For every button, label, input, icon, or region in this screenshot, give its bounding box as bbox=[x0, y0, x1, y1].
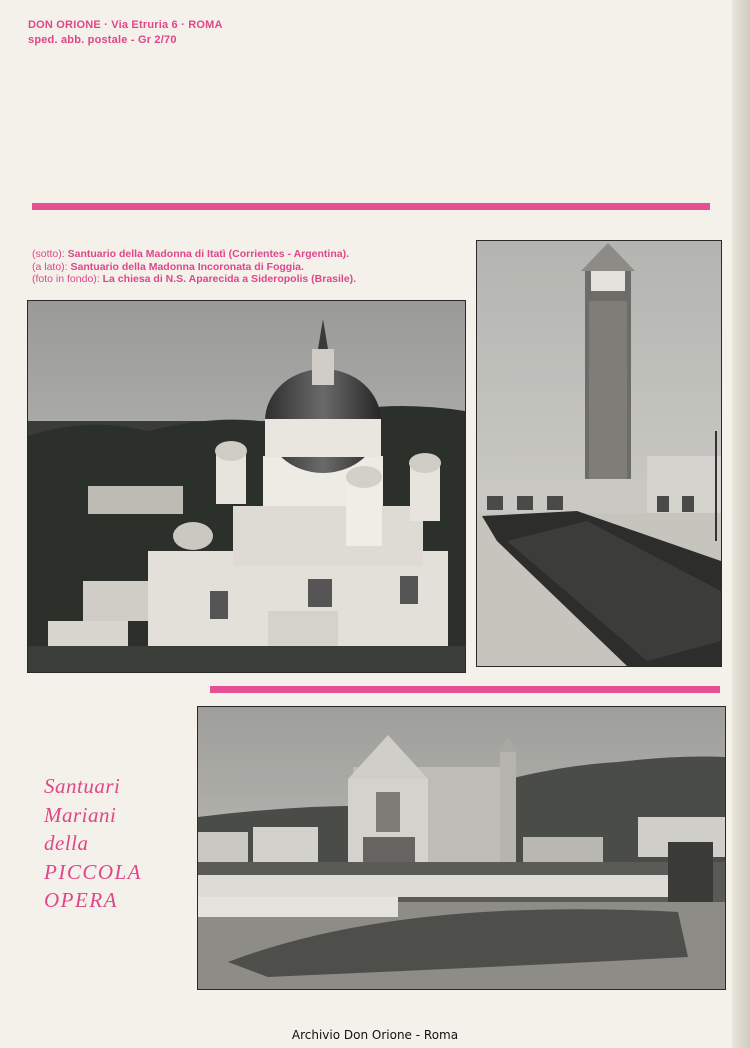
title-line-3: della bbox=[44, 831, 89, 855]
photo-itati-sanctuary bbox=[27, 300, 466, 673]
caption-side: (a lato): Santuario della Madonna Incoronata di Foggia. bbox=[32, 260, 304, 273]
feature-title bbox=[44, 772, 142, 915]
title-line-5: OPERA bbox=[44, 888, 118, 912]
photo-aparecida-church bbox=[197, 706, 726, 990]
archive-footer: Archivio Don Orione - Roma bbox=[291, 1028, 459, 1042]
bottom-divider-rule bbox=[210, 686, 720, 693]
title-line-4: PICCOLA bbox=[44, 859, 143, 884]
photo-captions bbox=[32, 248, 356, 286]
caption-bottom: (foto in fondo): La chiesa di N.S. Aparecida a Sideropolis (Brasile). bbox=[32, 273, 357, 285]
header-address: DON ORIONE · Via Etruria 6 · ROMA bbox=[28, 19, 223, 31]
header-postal: sped. abb. postale - Gr 2/70 bbox=[28, 34, 177, 46]
photo-foggia-sanctuary bbox=[476, 240, 722, 667]
top-divider-rule bbox=[32, 203, 710, 210]
header bbox=[28, 18, 223, 48]
title-line-2: Mariani bbox=[44, 802, 117, 827]
page-edge-shadow bbox=[732, 0, 750, 1048]
title-line-1: Santuari bbox=[44, 774, 121, 798]
caption-below: (sotto): Santuario della Madonna di Itatì (Corrientes - Argentina). bbox=[32, 248, 349, 260]
